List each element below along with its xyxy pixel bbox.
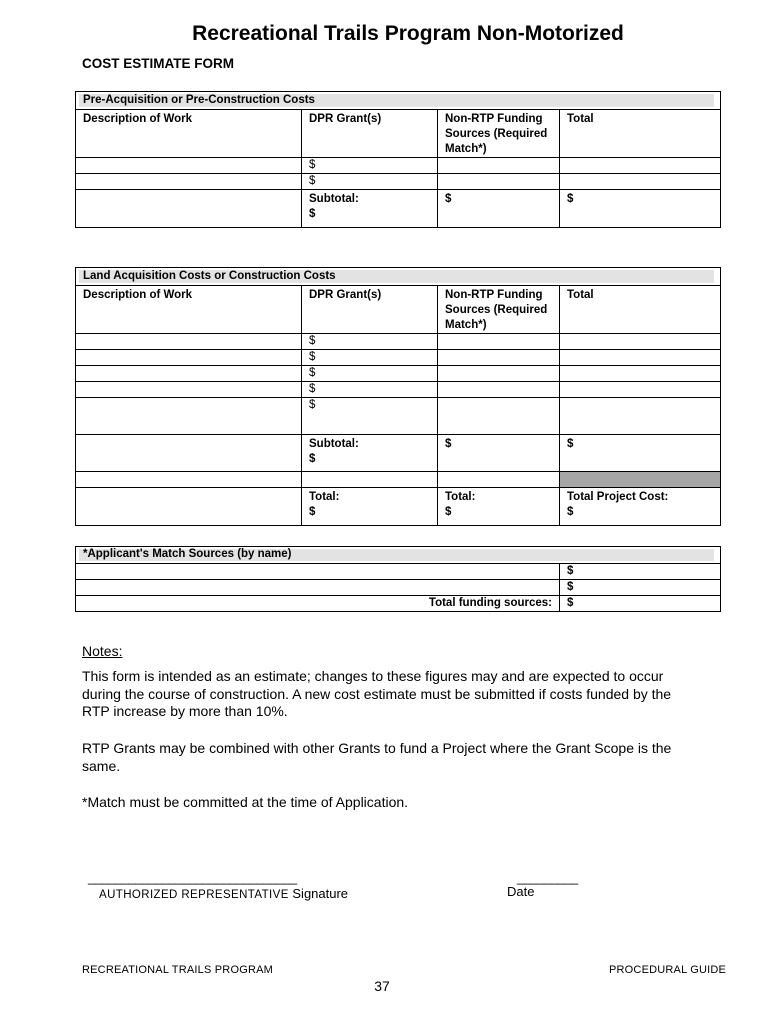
column-header: Total <box>567 113 594 125</box>
description-cell[interactable] <box>76 382 302 397</box>
notes-paragraph: This form is intended as an estimate; changes to these figures may and are expected to occur during the course of construction. A new cost estimate must be submitted if costs funded by the RTP increase by more than 10%. <box>82 668 672 719</box>
total-funding-label: Total funding sources: <box>76 596 560 611</box>
dpr-grant-cell[interactable]: $ <box>302 350 438 365</box>
non-rtp-cell[interactable] <box>438 398 560 434</box>
section-heading: Land Acquisition Costs or Construction Costs <box>76 268 720 286</box>
table-row <box>76 564 720 580</box>
empty-cell <box>76 472 302 487</box>
non-rtp-cell[interactable] <box>438 334 560 349</box>
date-label: Date <box>507 884 535 899</box>
non-rtp-cell[interactable] <box>438 366 560 381</box>
total-cell[interactable] <box>560 158 720 173</box>
subtotal-cell[interactable] <box>302 190 438 227</box>
empty-cell <box>302 472 438 487</box>
table-row <box>76 334 720 350</box>
column-header: DPR Grant(s) <box>302 286 438 333</box>
signature-label: AUTHORIZED REPRESENTATIVE Signature <box>99 886 349 901</box>
subtotal-label: Subtotal: <box>309 193 359 205</box>
dpr-grant-cell[interactable]: $ <box>302 334 438 349</box>
match-source-name-cell[interactable] <box>76 564 560 579</box>
total-cell[interactable] <box>560 174 720 189</box>
footer-left: RECREATIONAL TRAILS PROGRAM <box>82 964 274 976</box>
notes-paragraph: RTP Grants may be combined with other Grants to fund a Project where the Grant Scope is the same. <box>82 740 672 774</box>
match-amount-cell[interactable]: $ <box>567 581 574 593</box>
total-cell[interactable] <box>560 366 720 381</box>
column-header: Description of Work <box>76 110 302 157</box>
dpr-grant-cell[interactable]: $ <box>302 158 438 173</box>
table-header-row <box>76 110 720 158</box>
total-label: Total: <box>445 491 476 503</box>
non-rtp-cell[interactable] <box>438 158 560 173</box>
description-cell[interactable] <box>76 174 302 189</box>
total-funding-row <box>76 596 720 611</box>
non-rtp-cell[interactable] <box>438 174 560 189</box>
match-sources-table <box>75 546 721 612</box>
total-funding-value[interactable]: $ <box>567 597 574 609</box>
notes-heading: Notes: <box>82 643 123 659</box>
table-row <box>76 366 720 382</box>
spacer-row <box>76 472 720 488</box>
total-non-rtp-cell[interactable] <box>438 488 560 525</box>
column-header: Description of Work <box>76 286 302 333</box>
section-heading: *Applicant's Match Sources (by name) <box>76 547 720 564</box>
column-header: Non-RTP Funding Sources (Required Match*) <box>438 286 560 333</box>
match-source-name-cell[interactable] <box>76 580 560 595</box>
total-subtotal-cell[interactable]: $ <box>567 193 574 205</box>
dpr-grant-cell[interactable]: $ <box>302 174 438 189</box>
dpr-grant-cell[interactable]: $ <box>302 398 438 434</box>
table-row <box>76 350 720 366</box>
total-subtotal-cell[interactable]: $ <box>567 438 574 450</box>
signature-line[interactable]: _______________________________ <box>88 870 297 885</box>
subtotal-label: Subtotal: <box>309 438 359 450</box>
table-row <box>76 174 720 190</box>
total-row <box>76 488 720 525</box>
table-header-row <box>76 286 720 334</box>
total-cell[interactable] <box>560 382 720 397</box>
total-cell[interactable] <box>560 398 720 434</box>
dpr-grant-cell[interactable]: $ <box>302 366 438 381</box>
notes-paragraph: *Match must be committed at the time of Application. <box>82 794 409 810</box>
total-label: Total: <box>309 491 340 503</box>
subtotal-value: $ <box>309 453 316 465</box>
total-cell[interactable] <box>560 334 720 349</box>
total-dpr-cell[interactable] <box>302 488 438 525</box>
description-cell[interactable] <box>76 435 302 471</box>
form-title: Recreational Trails Program Non-Motorized <box>192 22 624 45</box>
description-cell[interactable] <box>76 334 302 349</box>
match-amount-cell[interactable]: $ <box>567 565 574 577</box>
land-acquisition-table <box>75 267 721 526</box>
column-header: Total <box>567 289 594 301</box>
total-cell[interactable] <box>560 350 720 365</box>
total-project-value: $ <box>567 506 574 518</box>
footer-right: PROCEDURAL GUIDE <box>609 964 727 976</box>
non-rtp-subtotal-cell[interactable]: $ <box>438 190 560 227</box>
page-number: 37 <box>374 978 390 994</box>
column-header: Non-RTP Funding Sources (Required Match*) <box>438 110 560 157</box>
non-rtp-cell[interactable] <box>438 382 560 397</box>
form-subtitle: COST ESTIMATE FORM <box>82 56 234 71</box>
description-cell[interactable] <box>76 190 302 227</box>
total-value: $ <box>309 506 316 518</box>
table-row <box>76 158 720 174</box>
subtotal-row <box>76 435 720 472</box>
description-cell[interactable] <box>76 350 302 365</box>
description-cell[interactable] <box>76 158 302 173</box>
column-header: DPR Grant(s) <box>302 110 438 157</box>
shaded-cell <box>560 472 720 487</box>
table-row <box>76 382 720 398</box>
description-cell[interactable] <box>76 398 302 434</box>
non-rtp-subtotal-cell[interactable]: $ <box>438 435 560 471</box>
empty-cell <box>76 488 302 525</box>
total-project-cost-cell[interactable] <box>560 488 720 525</box>
date-line[interactable]: _________ <box>517 870 578 885</box>
table-row <box>76 398 720 435</box>
subtotal-cell[interactable] <box>302 435 438 471</box>
dpr-grant-cell[interactable]: $ <box>302 382 438 397</box>
section-heading: Pre-Acquisition or Pre-Construction Costs <box>76 92 720 110</box>
subtotal-row <box>76 190 720 227</box>
description-cell[interactable] <box>76 366 302 381</box>
total-project-label: Total Project Cost: <box>567 491 669 503</box>
empty-cell <box>438 472 560 487</box>
table-row <box>76 580 720 596</box>
pre-acquisition-table <box>75 91 721 228</box>
subtotal-value: $ <box>309 208 316 220</box>
total-value: $ <box>445 506 452 518</box>
non-rtp-cell[interactable] <box>438 350 560 365</box>
